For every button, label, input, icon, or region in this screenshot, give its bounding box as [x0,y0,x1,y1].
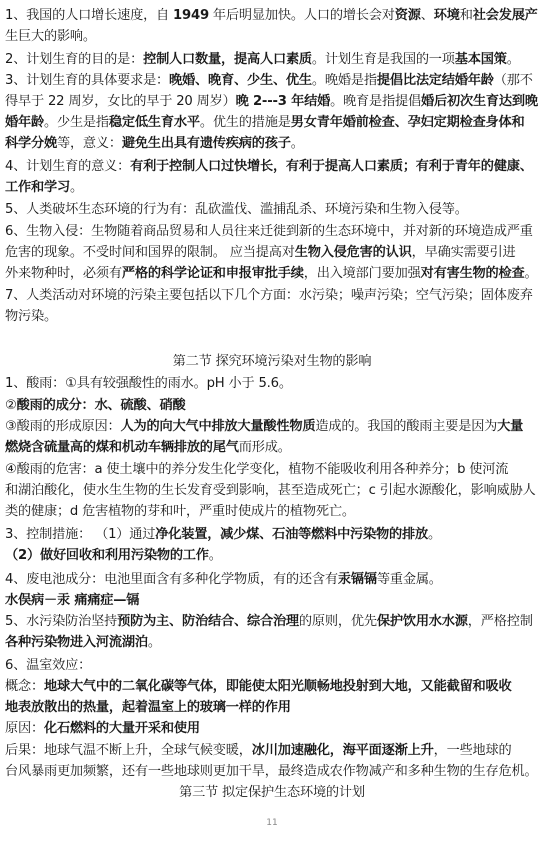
bold-text: 科学分娩 [5,136,57,151]
text-span: 和湖泊酸化，使水生生物的生长发育受到影响，甚至造成死亡；c 引起水源酸化，影响威胁人 [5,483,536,498]
text-span: ④酸雨的危害：a 使土壤中的养分发生化学变化，植物不能吸收利用各种养分；b 使河流 [5,462,509,477]
text-line [5,525,538,546]
text-span: 1、酸雨：①具有较强酸性的雨水。pH 小于 5.6。 [5,376,292,391]
bold-text: 冰川加速融化，海平面逐渐上升 [251,743,434,758]
text-line [5,374,538,395]
bold-text: 晚 2---3 年结婚 [235,94,331,109]
text-line [5,741,538,762]
text-span: （那不 [493,73,533,88]
bold-text: 婚后初次生育达到晚 [421,94,538,109]
text-span: 6、生物入侵：生物随着商品贸易和人员往来迁徙到新的生态环境中，并对新的环境造成严重 [5,224,533,239]
text-span: ，出入境部门要加强 [303,266,421,281]
text-span: 类的健康；d 危害植物的芽和叶，严重时使成片的植物死亡。 [5,504,355,519]
text-line [5,460,538,481]
text-line [5,243,538,264]
text-line [5,307,538,328]
text-span: 等，意义： [56,136,122,151]
text-line [5,698,538,719]
text-line [5,502,538,523]
bold-text: 净化装置，减少煤、石油等燃料中污染物的排放 [155,527,428,542]
text-line [5,134,538,155]
text-span: 得早于 22 周岁，女比的早于 20 周岁） [5,94,236,109]
bold-text: 避免生出具有遗传疾病的孩子 [121,136,291,151]
bold-text: 对有害生物的检查 [420,266,525,281]
text-span: 台风暴雨更加频繁，还有一些地球则更加干旱，最终造成农作物减产和多种生物的生存危机。 [5,764,538,779]
bold-text: 生物入侵危害的认识 [294,245,412,260]
text-span: 。 [524,266,538,281]
bold-text: 男女青年婚前检查、孕妇定期检查身体和 [290,115,525,130]
text-span: ③酸雨的形成原因： [5,419,121,434]
text-span: 3、控制措施： （1）通过 [5,527,156,542]
text-line [5,396,538,417]
bold-text: 1949 [173,8,209,23]
text-span: 。晚育是指提倡 [330,94,421,109]
bold-text: 稳定低生育水平 [108,115,200,130]
text-line [5,157,538,178]
text-span: 和 [459,8,473,23]
text-span: 4、废电池成分：电池里面含有多种化学物质，有的还含有 [5,572,338,587]
text-span: ，早确实需要引进 [411,245,516,260]
text-span: 4、计划生育的意义： [5,159,131,174]
text-line [5,762,538,783]
bold-text: 各种污染物进入河流湖泊 [5,635,148,650]
text-span: 。晚婚是指 [311,73,377,88]
bold-text: 婚年龄 [5,115,44,130]
text-span: 。计划生育是我国的一项 [311,52,455,67]
text-span: 而形成。 [238,440,291,455]
bold-text: 汞镉镉 [337,572,377,587]
text-span: ，严格控制 [467,614,533,629]
text-line [5,92,538,113]
text-line [5,6,538,27]
text-span: 3、计划生育的具体要求是： [5,73,170,88]
text-line [5,481,538,502]
bold-text: 保护饮用水水源 [376,614,468,629]
text-span: 年后明显加快。人口的增长会对 [208,8,395,23]
text-span: 外来物种时，必须有 [5,266,122,281]
text-span: 原因： [5,721,44,736]
text-span: 。 [208,548,222,563]
bold-text: 预防为主、防治结合、综合治理 [117,614,299,629]
text-span: 。优生的措施是 [199,115,291,130]
text-line [5,417,538,438]
bold-text: 工作和学习 [5,180,70,195]
bold-text: 资源 [394,8,421,23]
text-line [5,438,538,459]
text-line [5,178,538,199]
text-span: 。 [506,52,520,67]
bold-text: 燃烧含硫量高的煤和机动车辆排放的尾气 [5,440,239,455]
text-span: 危害的现象。不受时间和国界的限制。 应当提高对 [5,245,295,260]
text-line [5,71,538,92]
text-line [5,633,538,654]
text-span: 生巨大的影响。 [5,29,96,44]
text-span: 。 [428,527,441,542]
text-span: ② [5,398,17,413]
text-line [5,222,538,243]
bold-text: 控制人口数量，提高人口素质 [143,52,312,67]
section-heading [0,783,544,804]
text-line [5,677,538,698]
page-number: 11 [266,818,278,828]
bold-text: 人为的向大气中排放大量酸性物质 [120,419,316,434]
bold-text: 水、硫酸、硝酸 [94,398,186,413]
bold-text: 地表放散出的热量，起着温室上的玻璃一样的作用 [5,700,291,715]
text-span: 5、水污染防治坚持 [5,614,118,629]
text-span: 。 [147,635,161,650]
text-line [5,200,538,221]
text-span: 、 [420,8,434,23]
text-line [5,612,538,633]
text-span: 物污染。 [5,309,57,324]
text-span: 2、计划生育的目的是： [5,52,144,67]
text-span: 7、人类活动对环境的污染主要包括以下几个方面：水污染；噪声污染；空气污染；固体废弃 [5,288,533,303]
bold-text: 有利于控制人口过快增长，有利于提高人口素质；有利于青年的健康、 [130,159,533,174]
text-span: 第三节 拟定保护生态环境的计划 [179,785,365,800]
text-span: ，一些地球的 [433,743,512,758]
text-line [5,113,538,134]
bold-text: 严格的科学论证和申报审批手续 [121,266,304,281]
text-span: 第二节 探究环境污染对生物的影响 [172,354,372,369]
bold-text: 晚婚、晚育、少生、优生 [169,73,312,88]
text-line [5,546,538,567]
text-line [5,286,538,307]
bold-text: 化石燃料的大量开采和使用 [43,721,200,736]
text-line [5,656,538,677]
text-span: 。 [69,180,83,195]
text-span: 后果：地球气温不断上升，全球气候变暖， [5,743,252,758]
bold-text: 地球大气中的二氧化碳等气体，即能使太阳光顺畅地投射到大地，又能截留和吸收 [43,679,512,694]
text-span: 。 [290,136,304,151]
text-span: 的原则，优先 [298,614,377,629]
text-line [5,570,538,591]
bold-text: 提倡比法定结婚年龄 [376,73,494,88]
bold-text: 水俣病－汞 痛痛症—镉 [5,593,140,608]
bold-text: （2）做好回收和利用污染物的工作 [5,548,209,563]
text-span: 。少生是指 [43,115,109,130]
bold-text: 酸雨的成分： [16,398,95,413]
bold-text: 社会发展产 [472,8,538,23]
text-line [5,50,538,71]
bold-text: 环境 [433,8,460,23]
text-span: 概念： [5,679,44,694]
text-span: 1、我国的人口增长速度，自 [5,8,174,23]
bold-text: 大量 [497,419,524,434]
text-line [5,719,538,740]
text-span: 等重金属。 [376,572,442,587]
text-span: 6、温室效应： [5,658,92,673]
text-line [5,591,538,612]
text-line [5,264,538,285]
text-line [5,27,538,48]
bold-text: 基本国策 [454,52,507,67]
text-span: 5、人类破坏生态环境的行为有：乱砍滥伐、滥捕乱杀、环境污染和生物入侵等。 [5,202,468,217]
text-span: 造成的。我国的酸雨主要是因为 [315,419,498,434]
section-heading [0,352,544,373]
